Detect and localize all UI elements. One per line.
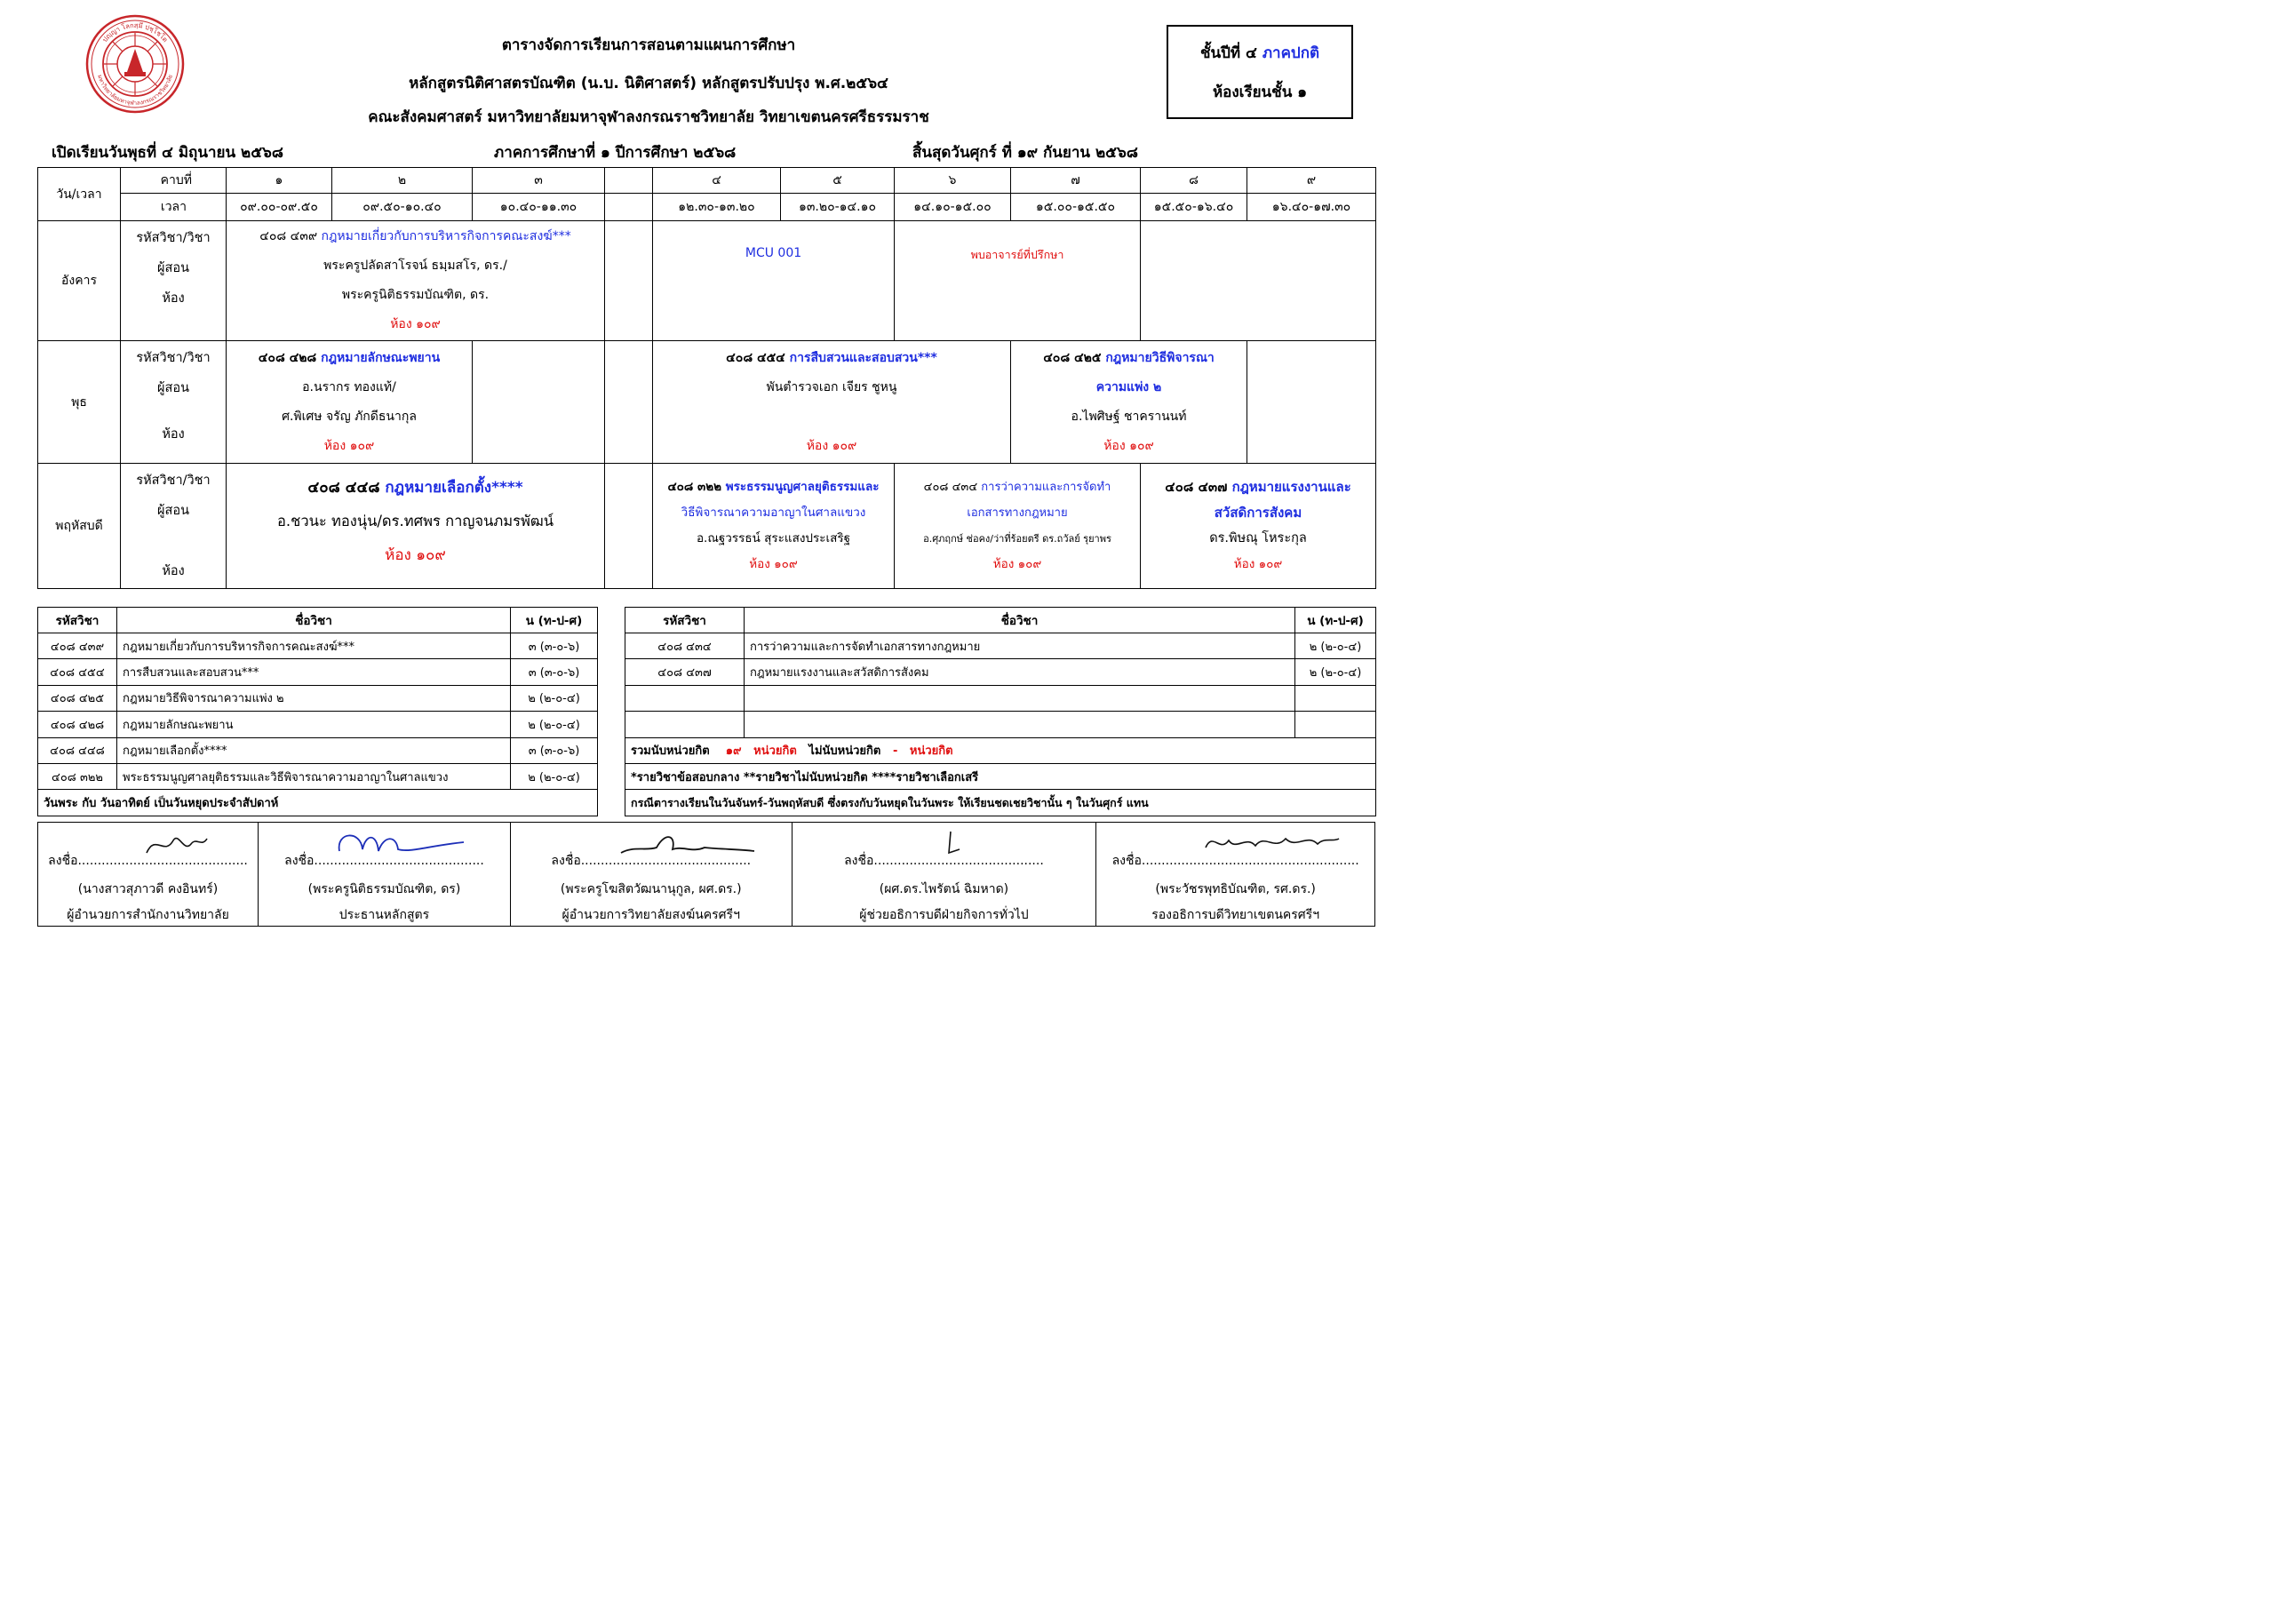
label-teacher: ผู้สอน <box>157 381 189 395</box>
semester-end: สิ้นสุดวันศุกร์ ที่ ๑๙ กันยาน ๒๕๖๘ <box>912 144 1138 162</box>
room: ห้อง ๑๐๙ <box>323 438 375 453</box>
signer-position: ประธานหลักสูตร <box>339 908 430 922</box>
noncredit-unit: หน่วยกิต <box>909 744 953 759</box>
lunch-gap <box>605 341 653 464</box>
table-row <box>625 712 1376 737</box>
course-code: ๔๐๘ ๔๓๗ <box>1165 479 1228 495</box>
signer-name: (พระวัชรพุทธิบัณฑิต, รศ.ดร.) <box>1155 882 1316 896</box>
label-room: ห้อง <box>162 291 185 306</box>
table-row <box>625 659 1376 685</box>
label-code: รหัสวิชา/วิชา <box>136 474 211 488</box>
course-credit: ๓ (๓-๐-๖) <box>511 737 598 763</box>
semester-label: ภาคการศึกษาที่ ๑ ปีการศึกษา ๒๕๖๘ <box>494 144 737 162</box>
signature-block <box>37 822 1375 927</box>
course-code: ๔๐๘ ๓๒๒ <box>667 480 722 494</box>
course-credit: ๒ (๒-๐-๔) <box>1295 659 1376 685</box>
year-level: ชั้นปีที่ ๔ <box>1199 44 1257 62</box>
course-name-cont: เอกสารทางกฎหมาย <box>967 506 1068 520</box>
table-row <box>38 659 598 685</box>
time-9: ๑๖.๔๐-๑๗.๓๐ <box>1247 194 1376 221</box>
course-name-cont: วิธีพิจารณาความอาญาในศาลแขวง <box>681 506 866 520</box>
course-name: กฎหมายเลือกตั้ง**** <box>385 479 523 497</box>
table-row <box>625 633 1376 659</box>
table-row <box>625 685 1376 711</box>
teacher: พระครูปลัดสาโรจน์ ธมฺมสโร, ดร./ <box>323 259 507 273</box>
course-credit: ๒ (๒-๐-๔) <box>511 763 598 789</box>
course-name: กฎหมายลักษณะพยาน <box>321 350 441 365</box>
signature-5 <box>1096 823 1374 926</box>
signer-name: (นางสาวสุภาวดี คงอินทร์) <box>77 882 219 896</box>
teacher: พันตำรวจเอก เจียร ชูหนู <box>766 379 897 394</box>
period-1: ๑ <box>227 168 332 194</box>
course-name: กฎหมายวิธีพิจารณา <box>1105 350 1215 365</box>
teacher: พระครูนิติธรรมบัณฑิต, ดร. <box>341 288 490 302</box>
lunch-gap <box>605 464 653 589</box>
lunch-gap <box>605 221 653 341</box>
course-credit: ๒ (๒-๐-๔) <box>511 712 598 737</box>
thu-course-3 <box>895 464 1141 589</box>
empty-cell <box>1141 221 1376 341</box>
room: ห้อง ๑๐๙ <box>749 557 798 571</box>
time-7: ๑๕.๐๐-๑๕.๕๐ <box>1011 194 1141 221</box>
course-name-cont: ความแพ่ง ๒ <box>1095 379 1162 394</box>
signature-2 <box>259 823 511 926</box>
signature-1 <box>38 823 259 926</box>
noncredit-label: ไม่นับหน่วยกิต <box>808 744 881 759</box>
course-name: กฎหมายแรงงานและ <box>1231 479 1351 495</box>
col-credit-header: น (ท-ป-ศ) <box>511 608 598 633</box>
signature-4 <box>793 823 1097 926</box>
course-credit: ๒ (๒-๐-๔) <box>1295 633 1376 659</box>
classroom-floor: ห้องเรียนชั้น ๑ <box>1212 84 1308 101</box>
course-code: ๔๐๘ ๔๕๔ <box>38 659 117 685</box>
room: ห้อง ๑๐๙ <box>806 438 857 453</box>
signer-position: ผู้อำนวยการสำนักงานวิทยาลัย <box>67 908 229 922</box>
legend-note: *รายวิชาข้อสอบกลาง **รายวิชาไม่นับหน่วยกิต ****รายวิชาเลือกเสรี <box>625 763 1376 789</box>
makeup-note: กรณีตารางเรียนในวันจันทร์-วันพฤหัสบดี ซึ่งตรงกับวันหยุดในวันพระ ให้เรียนชดเชยวิชานั้น ๆ ในวันศุกร์ แทน <box>625 790 1376 816</box>
period-2: ๒ <box>332 168 473 194</box>
course-code: ๔๐๘ ๔๒๘ <box>258 350 317 365</box>
signature-line: ลงชื่อ........................................... <box>284 854 484 868</box>
course-code: ๔๐๘ ๔๒๘ <box>38 712 117 737</box>
thu-course-4 <box>1141 464 1376 589</box>
credit-total-label: รวมนับหน่วยกิต <box>631 744 710 759</box>
credit-total <box>625 737 1376 763</box>
program-type: ภาคปกติ <box>1262 44 1320 62</box>
credit-unit: หน่วยกิต <box>753 744 797 759</box>
signer-position: รองอธิการบดีวิทยาเขตนครศรีฯ <box>1151 908 1320 922</box>
wed-course-3 <box>1011 341 1247 464</box>
signer-name: (พระครูโฆสิตวัฒนานุกูล, ผศ.ดร.) <box>560 882 742 896</box>
teacher: อ.นรากร ทองแท้/ <box>302 379 396 394</box>
signature-line: ลงชื่อ........................................... <box>551 854 752 868</box>
col-code-header: รหัสวิชา <box>38 608 117 633</box>
course-code: ๔๐๘ ๔๒๕ <box>38 685 117 711</box>
table-row <box>38 737 598 763</box>
table-row <box>38 763 598 789</box>
wed-course-1 <box>227 341 473 464</box>
course-code: ๔๐๘ ๓๒๒ <box>38 763 117 789</box>
day-time-header: วัน/เวลา <box>38 168 121 221</box>
col-code-header: รหัสวิชา <box>625 608 745 633</box>
course-code: ๔๐๘ ๔๕๔ <box>726 350 785 365</box>
label-room: ห้อง <box>162 564 185 578</box>
course-code: ๔๐๘ ๔๓๗ <box>625 659 745 685</box>
thu-course-1 <box>227 464 605 589</box>
course-code: ๔๐๘ ๔๓๔ <box>625 633 745 659</box>
table-row <box>38 712 598 737</box>
time-4: ๑๒.๓๐-๑๓.๒๐ <box>653 194 781 221</box>
time-6: ๑๔.๑๐-๑๕.๐๐ <box>895 194 1011 221</box>
course-name: กฎหมายเกี่ยวกับการบริหารกิจการคณะสงฆ์*** <box>321 229 571 243</box>
day-tuesday: อังคาร <box>38 221 121 341</box>
time-2: ๐๙.๕๐-๑๐.๔๐ <box>332 194 473 221</box>
course-name: พระธรรมนูญศาลยุติธรรมและวิธีพิจารณาความอาญาในศาลแขวง <box>117 763 511 789</box>
teacher: อ.ไพศิษฐ์ ชาครานนท์ <box>1071 409 1187 424</box>
day-thursday: พฤหัสบดี <box>38 464 121 589</box>
signature-line: ลงชื่อ........................................... <box>844 854 1044 868</box>
label-room: ห้อง <box>162 427 185 442</box>
label-teacher: ผู้สอน <box>157 504 189 518</box>
row-labels <box>121 221 227 341</box>
lunch-gap <box>605 194 653 221</box>
room: ห้อง ๑๐๙ <box>1103 438 1154 453</box>
period-8: ๘ <box>1141 168 1247 194</box>
course-name: กฎหมายเกี่ยวกับการบริหารกิจการคณะสงฆ์*** <box>117 633 511 659</box>
doc-faculty: คณะสังคมศาสตร์ มหาวิทยาลัยมหาจุฬาลงกรณราชวิทยาลัย วิทยาเขตนครศรีธรรมราช <box>368 108 929 126</box>
class-info-box <box>1167 25 1353 119</box>
signature-line: ลงชื่อ....................................................... <box>1111 854 1359 868</box>
doc-title: ตารางจัดการเรียนการสอนตามแผนการศึกษา <box>501 36 796 54</box>
table-row <box>38 633 598 659</box>
period-4: ๔ <box>653 168 781 194</box>
course-credit: ๓ (๓-๐-๖) <box>511 659 598 685</box>
time-5: ๑๓.๒๐-๑๔.๑๐ <box>781 194 895 221</box>
empty-cell <box>1247 341 1376 464</box>
course-name: การสืบสวนและสอบสวน*** <box>117 659 511 685</box>
thu-course-2 <box>653 464 895 589</box>
day-wednesday: พุธ <box>38 341 121 464</box>
table-row <box>38 685 598 711</box>
course-name: พระธรรมนูญศาลยุติธรรมและ <box>725 480 880 494</box>
period-header: คาบที่ <box>121 168 227 194</box>
signer-name: (พระครูนิติธรรมบัณฑิต, ดร) <box>307 882 461 896</box>
course-name: กฎหมายวิธีพิจารณาความแพ่ง ๒ <box>117 685 511 711</box>
time-1: ๐๙.๐๐-๐๙.๕๐ <box>227 194 332 221</box>
teacher: ดร.พิษณุ โหระกุล <box>1209 531 1307 545</box>
course-credit: ๒ (๒-๐-๔) <box>511 685 598 711</box>
teacher: อ.ณฐวรรธน์ สุระแสงประเสริฐ <box>696 531 851 545</box>
signer-name: (ผศ.ดร.ไพรัตน์ ฉิมหาด) <box>879 882 1009 896</box>
course-code: ๔๐๘ ๔๒๕ <box>1043 350 1102 365</box>
period-3: ๓ <box>473 168 605 194</box>
time-8: ๑๕.๕๐-๑๖.๔๐ <box>1141 194 1247 221</box>
teacher: ศ.พิเศษ จรัญ ภักดีธนากุล <box>282 409 417 424</box>
course-list-left <box>37 607 598 816</box>
course-name: การสืบสวนและสอบสวน*** <box>789 350 937 365</box>
course-name: การว่าความและการจัดทำ <box>981 481 1111 494</box>
signer-position: ผู้อำนวยการวิทยาลัยสงฆ์นครศรีฯ <box>562 908 740 922</box>
tue-mcu: MCU 001 <box>653 221 895 341</box>
course-name: กฎหมายเลือกตั้ง**** <box>117 737 511 763</box>
university-logo <box>84 13 186 115</box>
course-name: กฎหมายแรงงานและสวัสดิการสังคม <box>745 659 1295 685</box>
col-credit-header: น (ท-ป-ศ) <box>1295 608 1376 633</box>
credit-total-value: ๑๙ <box>725 744 742 759</box>
logo-motto: ปญฺญา โลกสฺมึ ปชฺโชโต <box>100 20 170 44</box>
course-name: การว่าความและการจัดทำเอกสารทางกฎหมาย <box>745 633 1295 659</box>
row-labels <box>121 464 227 589</box>
row-labels <box>121 341 227 464</box>
signature-line: ลงชื่อ........................................... <box>48 854 248 868</box>
course-credit: ๓ (๓-๐-๖) <box>511 633 598 659</box>
teacher: อ.ชวนะ ทองนุ่น/ดร.ทศพร กาญจนภมรพัฒน์ <box>276 513 554 529</box>
label-code: รหัสวิชา/วิชา <box>136 351 211 365</box>
tue-course-1 <box>227 221 605 341</box>
tue-advisor: พบอาจารย์ที่ปรึกษา <box>895 221 1141 341</box>
period-6: ๖ <box>895 168 1011 194</box>
semester-start: เปิดเรียนวันพุธที่ ๔ มิถุนายน ๒๕๖๘ <box>52 144 283 162</box>
room: ห้อง ๑๐๙ <box>992 557 1042 571</box>
wed-course-2 <box>653 341 1011 464</box>
signature-3 <box>511 823 793 926</box>
course-list-right <box>625 607 1376 816</box>
schedule-table <box>37 167 1376 589</box>
room: ห้อง ๑๐๙ <box>385 546 446 564</box>
lunch-gap <box>605 168 653 194</box>
course-code: ๔๐๘ ๔๓๙ <box>259 229 318 243</box>
period-5: ๕ <box>781 168 895 194</box>
course-code: ๔๐๘ ๔๔๘ <box>38 737 117 763</box>
course-name: กฎหมายลักษณะพยาน <box>117 712 511 737</box>
label-code: รหัสวิชา/วิชา <box>136 231 211 245</box>
course-name-cont: สวัสดิการสังคม <box>1214 505 1302 521</box>
period-7: ๗ <box>1011 168 1141 194</box>
course-code: ๔๐๘ ๔๔๘ <box>307 479 380 497</box>
time-header: เวลา <box>121 194 227 221</box>
room: ห้อง ๑๐๙ <box>1233 557 1283 571</box>
signer-position: ผู้ช่วยอธิการบดีฝ่ายกิจการทั่วไป <box>859 908 1029 922</box>
room: ห้อง ๑๐๙ <box>390 317 441 331</box>
label-teacher: ผู้สอน <box>157 261 189 275</box>
course-code: ๔๐๘ ๔๓๔ <box>923 481 978 494</box>
doc-subtitle: หลักสูตรนิติศาสตรบัณฑิต (น.บ. นิติศาสตร์) หลักสูตรปรับปรุง พ.ศ.๒๕๖๔ <box>409 75 888 92</box>
col-name-header: ชื่อวิชา <box>117 608 511 633</box>
holiday-note: วันพระ กับ วันอาทิตย์ เป็นวันหยุดประจำสัปดาห์ <box>38 790 598 816</box>
course-code: ๔๐๘ ๔๓๙ <box>38 633 117 659</box>
logo-ring-text: มหาวิทยาลัยมหาจุฬาลงกรณราชวิทยาลัย <box>96 74 174 107</box>
period-9: ๙ <box>1247 168 1376 194</box>
noncredit-value: - <box>892 744 898 759</box>
empty-cell <box>473 341 605 464</box>
col-name-header: ชื่อวิชา <box>745 608 1295 633</box>
teacher: อ.ศุภฤกษ์ ช่อคง/ว่าที่ร้อยตรี ดร.ถวัลย์ รุยาพร <box>923 533 1111 545</box>
time-3: ๑๐.๔๐-๑๑.๓๐ <box>473 194 605 221</box>
